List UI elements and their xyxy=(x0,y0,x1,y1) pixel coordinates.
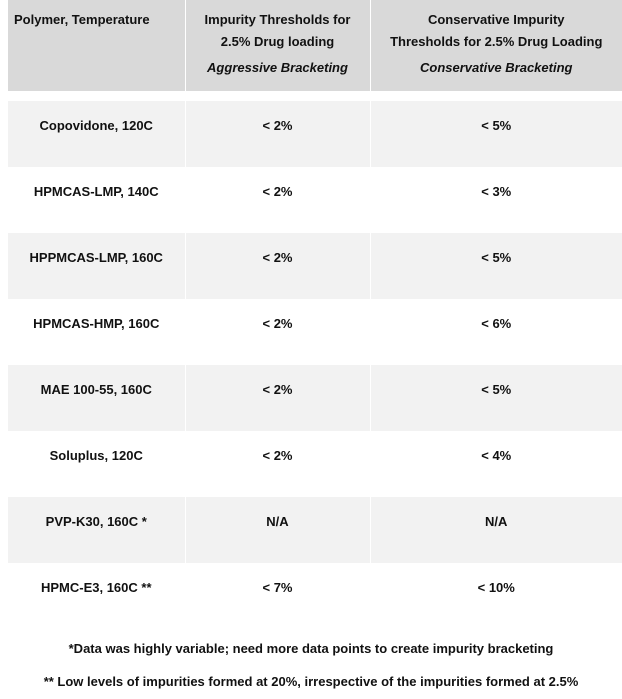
table-row xyxy=(8,497,622,563)
header-col2-line2: 2.5% Drug loading xyxy=(220,34,335,49)
table-row xyxy=(8,563,622,629)
header-col3-subtitle: Conservative Bracketing xyxy=(420,60,573,75)
footnote-low-impurities: ** Low levels of impurities formed at 20%, irrespective of the impurities formed at 2.5% xyxy=(43,674,579,689)
aggressive-cell: < 2% xyxy=(185,299,370,365)
polymer-cell: Soluplus, 120C xyxy=(8,431,185,497)
table-row xyxy=(8,299,622,365)
aggressive-cell: < 7% xyxy=(185,563,370,629)
spacer-row xyxy=(8,91,622,101)
polymer-cell: HPMCAS-HMP, 160C xyxy=(8,299,185,365)
conservative-cell: < 10% xyxy=(370,563,622,629)
table-header xyxy=(8,0,622,91)
header-row xyxy=(8,0,622,91)
conservative-cell: < 3% xyxy=(370,167,622,233)
polymer-cell: MAE 100-55, 160C xyxy=(8,365,185,431)
header-col2-line1: Impurity Thresholds for xyxy=(204,12,351,27)
header-aggressive xyxy=(185,0,370,91)
polymer-cell: HPMCAS-LMP, 140C xyxy=(8,167,185,233)
aggressive-cell: < 2% xyxy=(185,365,370,431)
table-body xyxy=(8,91,622,629)
polymer-cell: HPPMCAS-LMP, 160C xyxy=(8,233,185,299)
aggressive-cell: < 2% xyxy=(185,101,370,167)
impurity-threshold-table xyxy=(8,0,622,629)
header-col2-subtitle: Aggressive Bracketing xyxy=(207,60,348,75)
conservative-cell: < 4% xyxy=(370,431,622,497)
footnote-variable-data: *Data was highly variable; need more data points to create impurity bracketing xyxy=(68,641,554,656)
polymer-cell: PVP-K30, 160C * xyxy=(8,497,185,563)
header-conservative xyxy=(370,0,622,91)
aggressive-cell: < 2% xyxy=(185,233,370,299)
conservative-cell: < 5% xyxy=(370,101,622,167)
table-row xyxy=(8,233,622,299)
polymer-cell: HPMC-E3, 160C ** xyxy=(8,563,185,629)
spacer-cell xyxy=(8,91,622,101)
aggressive-cell: N/A xyxy=(185,497,370,563)
conservative-cell: < 6% xyxy=(370,299,622,365)
aggressive-cell: < 2% xyxy=(185,167,370,233)
table-row xyxy=(8,431,622,497)
header-col1-label: Polymer, Temperature xyxy=(14,12,150,27)
conservative-cell: < 5% xyxy=(370,233,622,299)
aggressive-cell: < 2% xyxy=(185,431,370,497)
header-col3-line2: Thresholds for 2.5% Drug Loading xyxy=(390,34,603,49)
header-col3-line1: Conservative Impurity xyxy=(427,12,565,27)
conservative-cell: < 5% xyxy=(370,365,622,431)
conservative-cell: N/A xyxy=(370,497,622,563)
polymer-cell: Copovidone, 120C xyxy=(8,101,185,167)
table-row xyxy=(8,365,622,431)
table-row xyxy=(8,101,622,167)
header-polymer-temperature xyxy=(8,0,185,91)
table-row xyxy=(8,167,622,233)
